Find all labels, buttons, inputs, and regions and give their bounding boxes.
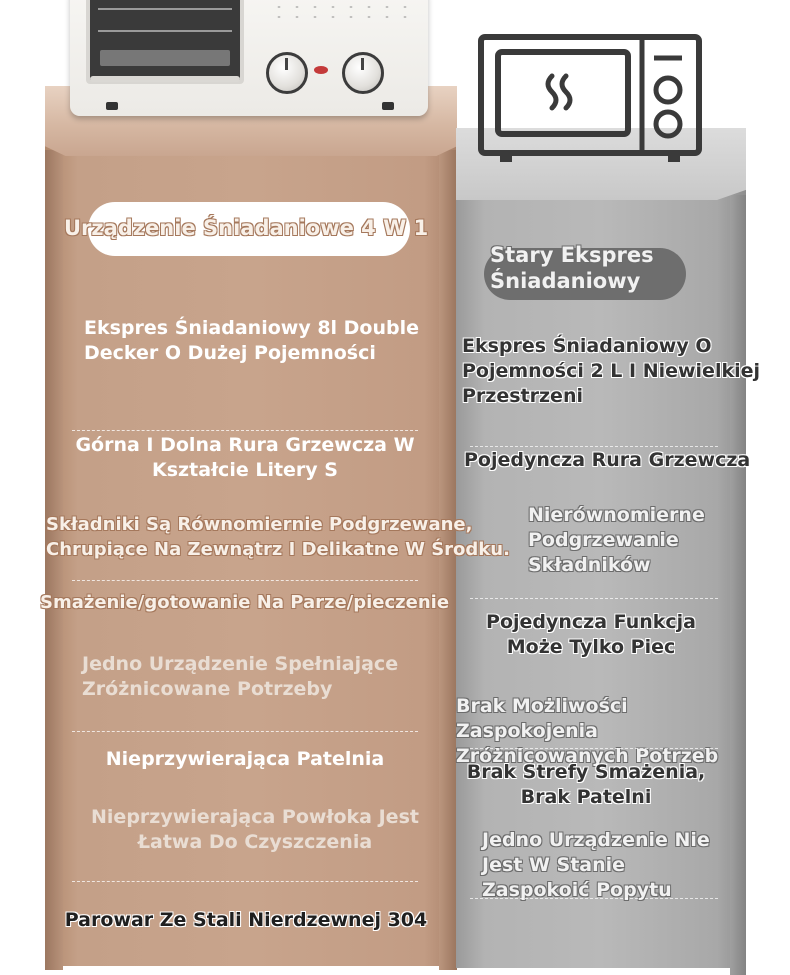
old-single-function-label: Pojedyncza Funkcja Może Tylko Piec xyxy=(486,611,696,658)
old-product-title: Stary Ekspres Śniadaniowy xyxy=(490,243,654,293)
new-heating-tube-label: Górna I Dolna Rura Grzewcza W Kształcie Litery S xyxy=(75,434,415,481)
old-no-versatility-label: Brak Możliwości Zaspokojenia Zróżnicowanych Potrzeb xyxy=(456,695,719,767)
row-divider xyxy=(470,446,718,447)
oven-indicator-light xyxy=(314,66,328,74)
old-capacity-label: Ekspres Śniadaniowy O Pojemności 2 L I Niewielkiej Przestrzeni xyxy=(462,335,761,407)
old-column-edge-right xyxy=(730,195,746,975)
row-divider xyxy=(72,881,418,882)
oven-rack xyxy=(98,30,232,32)
oven-window xyxy=(86,0,244,84)
new-even-heating-label: Składniki Są Równomiernie Podgrzewane, Chrupiące Na Zewnątrz I Delikatne W Środku. xyxy=(46,514,510,560)
toaster-oven-photo xyxy=(70,0,428,116)
new-product-title: Urządzenie Śniadaniowe 4 W 1 xyxy=(64,216,429,240)
oven-foot xyxy=(382,102,394,110)
new-functions-label: Smażenie/gotowanie Na Parze/pieczenie xyxy=(40,592,450,613)
oven-knob-right xyxy=(342,52,384,94)
row-divider xyxy=(72,430,418,431)
oven-handle xyxy=(90,76,240,82)
new-versatility-label: Jedno Urządzenie Spełniające Zróżnicowane Potrzeby xyxy=(82,653,399,700)
oven-foot xyxy=(106,102,118,110)
row-divider xyxy=(72,731,418,732)
oven-control-panel xyxy=(270,0,410,22)
new-coating-label: Nieprzywierająca Powłoka Jest Łatwa Do Czyszczenia xyxy=(91,806,419,853)
row-divider xyxy=(470,898,718,899)
row-divider xyxy=(470,748,718,749)
new-capacity-label: Ekspres Śniadaniowy 8l Double Decker O Dużej Pojemności xyxy=(84,317,420,364)
microwave-icon xyxy=(478,34,702,164)
old-no-pan-label: Brak Strefy Smażenia, Brak Patelni xyxy=(466,761,706,808)
row-divider xyxy=(470,598,718,599)
new-nonstick-pan-label: Nieprzywierająca Patelnia xyxy=(105,748,385,770)
old-demand-label: Jedno Urządzenie Nie Jest W Stanie Zaspokoić Popytu xyxy=(482,829,710,901)
oven-tray xyxy=(100,50,230,66)
old-uneven-heating-label: Nierównomierne Podgrzewanie Składników xyxy=(528,504,705,576)
oven-knob-left xyxy=(266,52,308,94)
row-divider xyxy=(72,580,418,581)
old-heating-tube-label: Pojedyncza Rura Grzewcza xyxy=(464,449,751,471)
oven-rack xyxy=(98,8,232,10)
new-steamer-label: Parowar Ze Stali Nierdzewnej 304 xyxy=(64,909,428,931)
